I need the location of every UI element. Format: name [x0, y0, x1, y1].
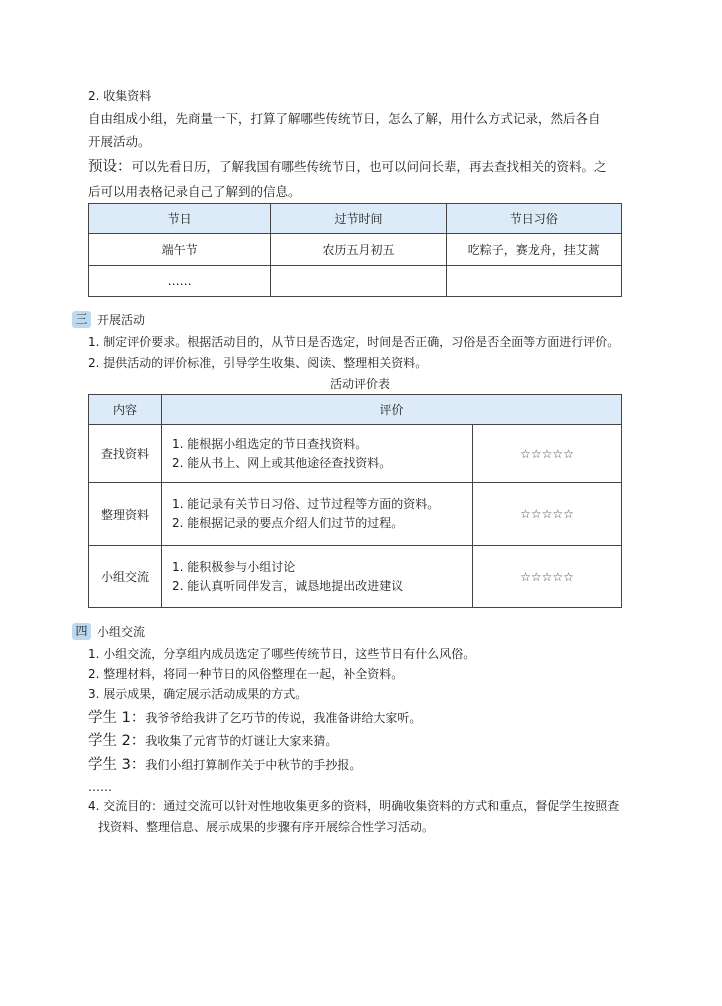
evaluation-table	[88, 394, 622, 608]
criteria-line: 1. 能记录有关节日习俗、过节过程等方面的资料。	[172, 497, 440, 511]
criteria-line: 1. 能积极参与小组讨论	[172, 559, 296, 574]
table-cell	[271, 266, 446, 297]
ellipsis: ……	[88, 780, 112, 794]
paragraph-line: 开展活动。	[88, 134, 151, 149]
section-number-badge: 三	[72, 311, 91, 328]
preset-line	[88, 156, 607, 178]
student-text: 我爷爷给我讲了乞巧节的传说，我准备讲给大家听。	[145, 711, 422, 725]
list-item: 1. 小组交流，分享组内成员选定了哪些传统节日，这些节日有什么风俗。	[88, 647, 476, 661]
table-cell: 吃粽子，赛龙舟，挂艾蒿	[446, 234, 621, 266]
table-cell	[446, 266, 621, 297]
list-item: 3. 展示成果，确定展示活动成果的方式。	[88, 687, 308, 701]
table-cell-content: 小组交流	[89, 546, 162, 608]
table-row	[89, 546, 622, 608]
preset-label: 预设：	[88, 159, 132, 175]
criteria-line: 1. 能根据小组选定的节日查找资料。	[172, 436, 368, 451]
table-cell-content: 整理资料	[89, 483, 162, 546]
criteria-line: 2. 能从书上、网上或其他途径查找资料。	[172, 455, 392, 470]
section-heading: 2. 收集资料	[88, 89, 152, 103]
student-line	[88, 707, 421, 729]
paragraph-line: 自由组成小组，先商量一下，打算了解哪些传统节日，怎么了解，用什么方式记录，然后各自	[88, 111, 601, 126]
table-cell: 端午节	[89, 234, 271, 266]
student-text: 我们小组打算制作关于中秋节的手抄报。	[145, 758, 362, 772]
section-title: 开展活动	[97, 313, 146, 327]
table-header: 内容	[89, 395, 162, 425]
list-item: 2. 整理材料，将同一种节日的风俗整理在一起，补全资料。	[88, 667, 404, 681]
list-item: 1. 制定评价要求。根据活动目的，从节日是否选定，时间是否正确，习俗是否全面等方面进行评价。	[88, 335, 620, 349]
section-number-badge: 四	[72, 623, 91, 640]
star-rating: ☆☆☆☆☆	[473, 425, 622, 483]
preset-text: 可以先看日历，了解我国有哪些传统节日，也可以问问长辈，再去查找相关的资料。之	[131, 159, 607, 174]
festival-table	[88, 203, 622, 297]
table-header: 过节时间	[271, 204, 446, 234]
table-cell: 农历五月初五	[271, 234, 446, 266]
table-cell-criteria	[162, 546, 473, 608]
list-item-continuation: 找资料、整理信息、展示成果的步骤有序开展综合性学习活动。	[98, 820, 435, 834]
table-cell: ……	[89, 266, 271, 297]
student-line	[88, 730, 337, 752]
criteria-line: 2. 能根据记录的要点介绍人们过节的过程。	[172, 516, 404, 530]
table-cell-content: 查找资料	[89, 425, 162, 483]
student-line	[88, 754, 361, 776]
table-row	[89, 266, 622, 297]
star-rating: ☆☆☆☆☆	[473, 483, 622, 546]
list-item: 2. 提供活动的评价标准，引导学生收集、阅读、整理相关资料。	[88, 356, 428, 370]
section-title: 小组交流	[97, 625, 146, 639]
criteria-line: 2. 能认真听同伴发言，诚恳地提出改进建议	[172, 578, 404, 593]
student-label: 学生 3：	[88, 757, 146, 773]
table-row	[89, 483, 622, 546]
list-item: 4. 交流目的：通过交流可以针对性地收集更多的资料，明确收集资料的方式和重点，督促学生按照查	[88, 799, 620, 813]
table-header: 评价	[162, 395, 622, 425]
student-label: 学生 2：	[88, 733, 146, 749]
table-cell-criteria	[162, 425, 473, 483]
table-row	[89, 234, 622, 266]
table-row	[89, 425, 622, 483]
star-rating: ☆☆☆☆☆	[473, 546, 622, 608]
table-cell-criteria	[162, 483, 473, 546]
student-text: 我收集了元宵节的灯谜让大家来猜。	[145, 734, 338, 748]
table-header: 节日	[89, 204, 271, 234]
student-label: 学生 1：	[88, 710, 146, 726]
paragraph-line: 后可以用表格记录自己了解到的信息。	[88, 184, 301, 199]
table-caption: 活动评价表	[330, 377, 391, 391]
table-header: 节日习俗	[446, 204, 621, 234]
